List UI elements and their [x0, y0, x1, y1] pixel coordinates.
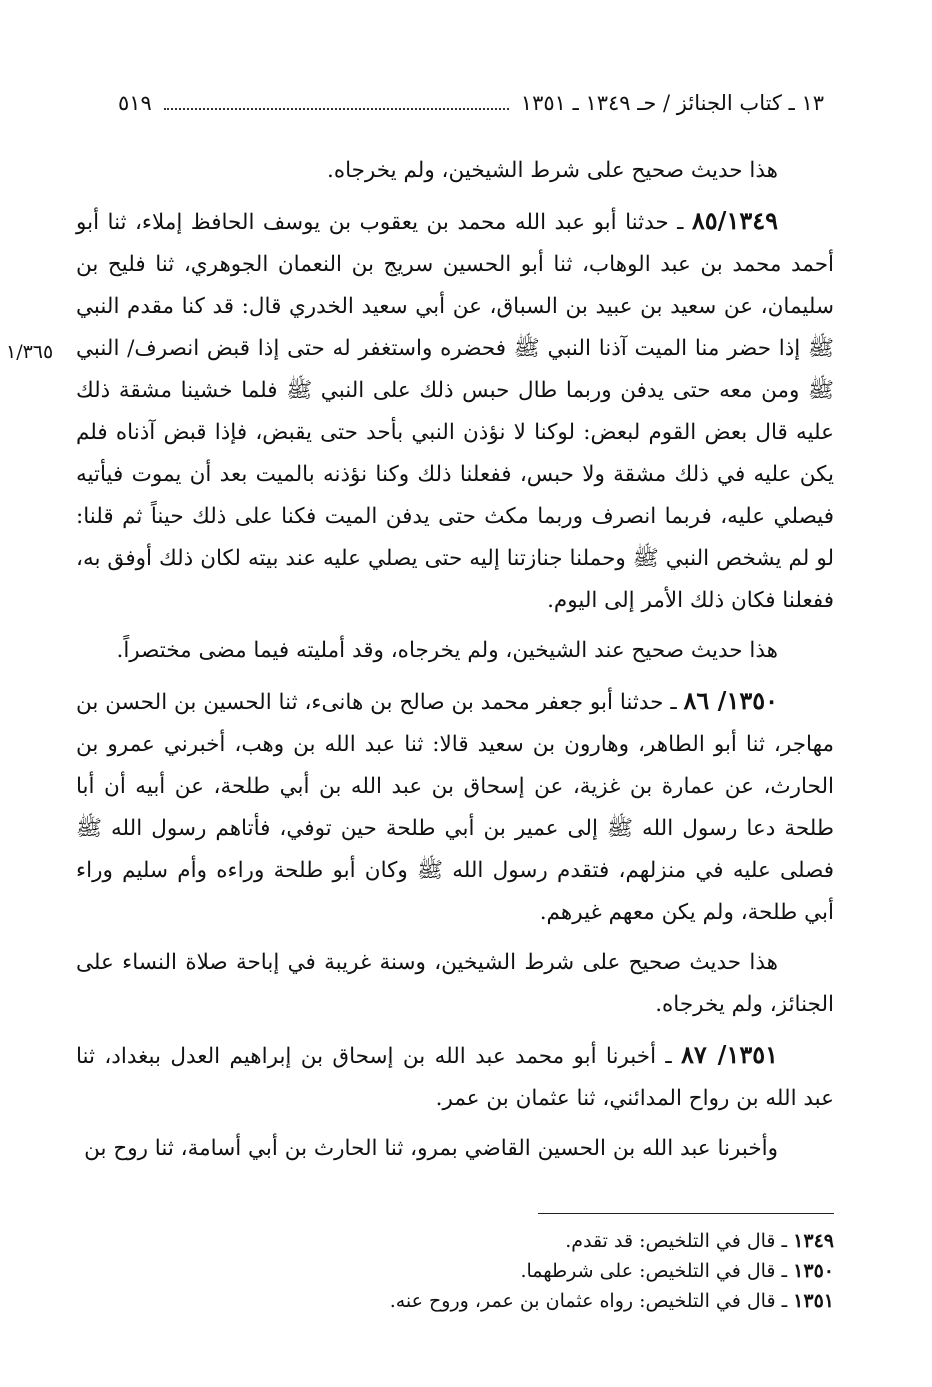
- footnote-separator: [538, 1213, 834, 1214]
- hadith-1351: [76, 1034, 834, 1120]
- chapter-title: ١٣ ـ كتاب الجنائز / حـ ١٣٤٩ ـ ١٣٥١: [520, 91, 824, 115]
- page-number: ٥١٩: [118, 91, 152, 115]
- hadith-1349: [76, 200, 834, 622]
- footnote-number: ١٣٥١: [793, 1290, 834, 1312]
- footnote-text: ـ قال في التلخيص: على شرطهما.: [520, 1260, 794, 1282]
- footnotes: [300, 1226, 834, 1316]
- footnote-number: ١٣٤٩: [793, 1230, 834, 1252]
- hadith-1350: [76, 680, 834, 934]
- verdict-paragraph: هذا حديث صحيح على شرط الشيخين، وسنة غريبة في إباحة صلاة النساء على الجنائز، ولم يخرجاه.: [76, 950, 834, 1017]
- running-header: [118, 86, 824, 120]
- footnote: [300, 1226, 834, 1256]
- verdict-paragraph: هذا حديث صحيح على شرط الشيخين، ولم يخرجاه.: [326, 158, 778, 183]
- continuation-paragraph: وأخبرنا عبد الله بن الحسين القاضي بمرو، ثنا الحارث بن أبي أسامة، ثنا روح بن: [84, 1136, 778, 1161]
- hadith-text: ـ حدثنا أبو عبد الله محمد بن يعقوب بن يوسف الحافظ إملاء، ثنا أبو أحمد محمد بن عبد الوهاب، ثنا أبو الحسين سريج بن النعمان الجوهري، ثنا فليح بن سليمان، عن سعيد بن عبيد بن السباق، عن أبي سعيد الخدري قال: قد كنا مقدم النبي ﷺ إذا حضر منا الميت آذنا النبي ﷺ فحضره واستغفر له حتى إذا قبض انصرف/ النبي ﷺ ومن معه حتى يدفن وربما طال حبس ذلك على النبي ﷺ فلما خشينا مشقة ذلك عليه قال بعض القوم لبعض: لوكنا لا نؤذن النبي بأحد حتى يقبض، فإذا قبض آذناه فلم يكن عليه في ذلك مشقة ولا حبس، ففعلنا ذلك وكنا نؤذنه بالميت بعد أن يموت فيأتيه فيصلي عليه، فربما انصرف وربما مكث حتى يدفن الميت فكنا على ذلك حيناً ثم قلنا: لو لم يشخص النبي ﷺ وحملنا جنازتنا إليه حتى يصلي عليه عند بيته لكان ذلك أوفق به، ففعلنا فكان ذلك الأمر إلى اليوم.: [76, 210, 834, 613]
- footnote-text: ـ قال في التلخيص: رواه عثمان بن عمر، وروح عنه.: [389, 1290, 794, 1312]
- footnote-text: ـ قال في التلخيص: قد تقدم.: [565, 1230, 794, 1252]
- hadith-text: ـ أخبرنا أبو محمد عبد الله بن إسحاق بن إبراهيم العدل ببغداد، ثنا عبد الله بن رواح المدائني، ثنا عثمان بن عمر.: [76, 1044, 834, 1111]
- footnote-number: ١٣٥٠: [793, 1260, 834, 1282]
- margin-reference: ١/٣٦٥: [6, 341, 54, 363]
- hadith-number: ١٣٥١/ ٨٧: [681, 1040, 779, 1069]
- verdict-paragraph: هذا حديث صحيح عند الشيخين، ولم يخرجاه، وقد أمليته فيما مضى مختصراً.: [116, 638, 778, 663]
- hadith-number: ١٣٥٠/ ٨٦: [683, 686, 778, 715]
- hadith-text: ـ حدثنا أبو جعفر محمد بن صالح بن هانىء، ثنا الحسين بن الحسن بن مهاجر، ثنا أبو الطاهر، وهارون بن سعيد قالا: ثنا عبد الله بن وهب، أخبرني عمرو بن الحارث، عن عمارة بن غزية، عن إسحاق بن عبد الله بن أبي طلحة، عن أبيه أن أبا طلحة دعا رسول الله ﷺ إلى عمير بن أبي طلحة حين توفي، فأتاهم رسول الله ﷺ فصلى عليه في منزلهم، فتقدم رسول الله ﷺ وكان أبو طلحة وراءه وأم سليم وراء أبي طلحة، ولم يكن معهم غيرهم.: [76, 690, 834, 925]
- hadith-number: ٨٥/١٣٤٩: [691, 206, 778, 235]
- footnote: [300, 1286, 834, 1316]
- leader-dots: [164, 96, 509, 110]
- page-body: [76, 150, 834, 1178]
- footnote: [300, 1256, 834, 1286]
